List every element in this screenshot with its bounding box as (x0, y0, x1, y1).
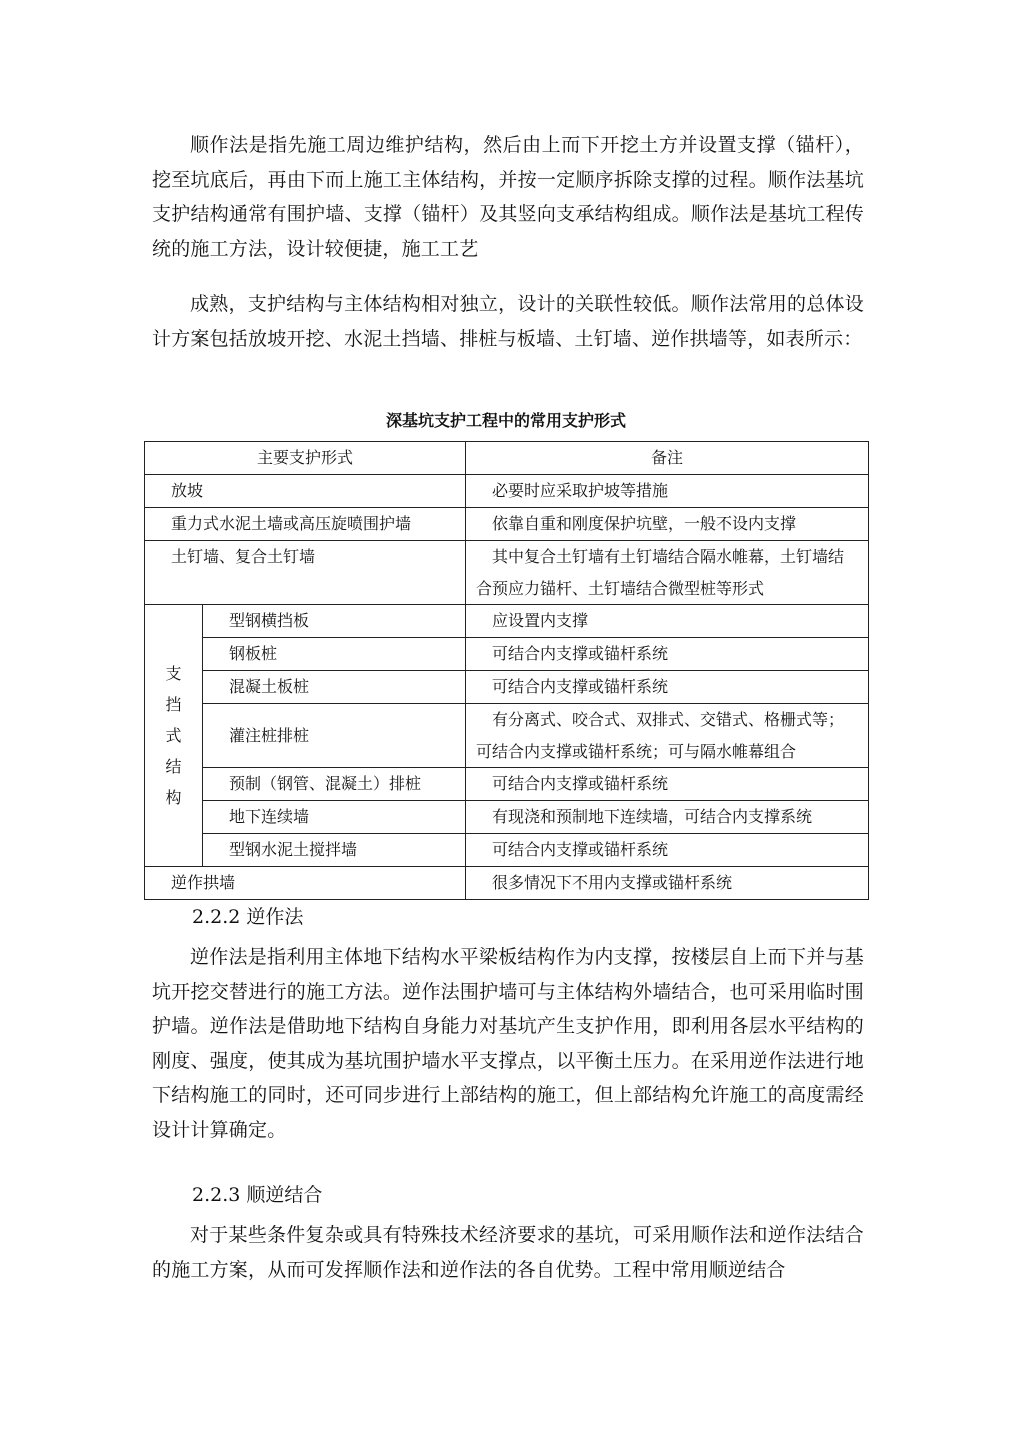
cell-form: 型钢水泥土搅拌墙 (203, 834, 466, 867)
cell-note: 依靠自重和刚度保护坑壁，一般不设内支撑 (466, 508, 869, 541)
section-heading-2-2-2: 2.2.2 逆作法 (192, 906, 304, 928)
cell-form: 混凝土板桩 (203, 671, 466, 704)
cell-note: 可结合内支撑或锚杆系统 (466, 834, 869, 867)
cell-form: 逆作拱墙 (145, 867, 466, 900)
table-row (145, 671, 869, 704)
cell-form: 灌注桩排桩 (203, 704, 466, 768)
cell-form: 地下连续墙 (203, 801, 466, 834)
cell-note: 必要时应采取护坡等措施 (466, 475, 869, 508)
cell-form: 重力式水泥土墙或高压旋喷围护墙 (145, 508, 466, 541)
table-row (145, 768, 869, 801)
header-main-form: 主要支护形式 (145, 442, 466, 475)
cell-note: 应设置内支撑 (466, 605, 869, 638)
group-label: 支挡式结构 (165, 663, 182, 807)
cell-note: 有现浇和预制地下连续墙，可结合内支撑系统 (466, 801, 869, 834)
paragraph-nizuofa-definition: 逆作法是指利用主体地下结构水平梁板结构作为内支撑，按楼层自上而下并与基坑开挖交替进行的施工方法。逆作法围护墙可与主体结构外墙结合，也可采用临时围护墙。逆作法是借助地下结构自身能力对基坑产生支护作用，即利用各层水平结构的刚度、强度，使其成为基坑围护墙水平支撑点，以平衡土压力。在采用逆作法进行地下结构施工的同时，还可同步进行上部结构的施工，但上部结构允许施工的高度需经设计计算确定。 (152, 946, 864, 1141)
table-row (145, 475, 869, 508)
cell-form: 型钢横挡板 (203, 605, 466, 638)
cell-note: 很多情况下不用内支撑或锚杆系统 (466, 867, 869, 900)
support-forms-table (144, 441, 869, 900)
table-row (145, 704, 869, 768)
table-row (145, 834, 869, 867)
cell-form: 放坡 (145, 475, 466, 508)
table-row (145, 867, 869, 900)
paragraph-combined-method: 对于某些条件复杂或具有特殊技术经济要求的基坑，可采用顺作法和逆作法结合的施工方案，从而可发挥顺作法和逆作法的各自优势。工程中常用顺逆结合 (152, 1224, 864, 1281)
table-header-row (145, 442, 869, 475)
table-row (145, 605, 869, 638)
cell-note: 可结合内支撑或锚杆系统 (466, 671, 869, 704)
cell-note: 有分离式、咬合式、双排式、交错式、格栅式等；可结合内支撑或锚杆系统；可与隔水帷幕组合 (466, 704, 869, 768)
header-note: 备注 (466, 442, 869, 475)
cell-form: 预制（钢管、混凝土）排桩 (203, 768, 466, 801)
cell-group-retaining-structure (145, 605, 203, 867)
section-heading-2-2-3: 2.2.3 顺逆结合 (192, 1184, 323, 1206)
cell-note: 可结合内支撑或锚杆系统 (466, 638, 869, 671)
cell-note: 可结合内支撑或锚杆系统 (466, 768, 869, 801)
paragraph-shunzuofa-definition: 顺作法是指先施工周边维护结构，然后由上而下开挖土方并设置支撑（锚杆），挖至坑底后，再由下而上施工主体结构，并按一定顺序拆除支撑的过程。顺作法基坑支护结构通常有围护墙、支撑（锚杆）及其竖向支承结构组成。顺作法是基坑工程传统的施工方法，设计较便捷，施工工艺 (152, 134, 864, 260)
table-row (145, 541, 869, 605)
cell-form: 钢板桩 (203, 638, 466, 671)
cell-form: 土钉墙、复合土钉墙 (145, 541, 466, 605)
cell-note: 其中复合土钉墙有土钉墙结合隔水帷幕，土钉墙结合预应力锚杆、土钉墙结合微型桩等形式 (466, 541, 869, 605)
table-row (145, 638, 869, 671)
paragraph-shunzuofa-schemes: 成熟，支护结构与主体结构相对独立，设计的关联性较低。顺作法常用的总体设计方案包括放坡开挖、水泥土挡墙、排桩与板墙、土钉墙、逆作拱墙等，如表所示： (152, 293, 864, 350)
table-row (145, 801, 869, 834)
table-row (145, 508, 869, 541)
table-caption: 深基坑支护工程中的常用支护形式 (385, 411, 626, 430)
